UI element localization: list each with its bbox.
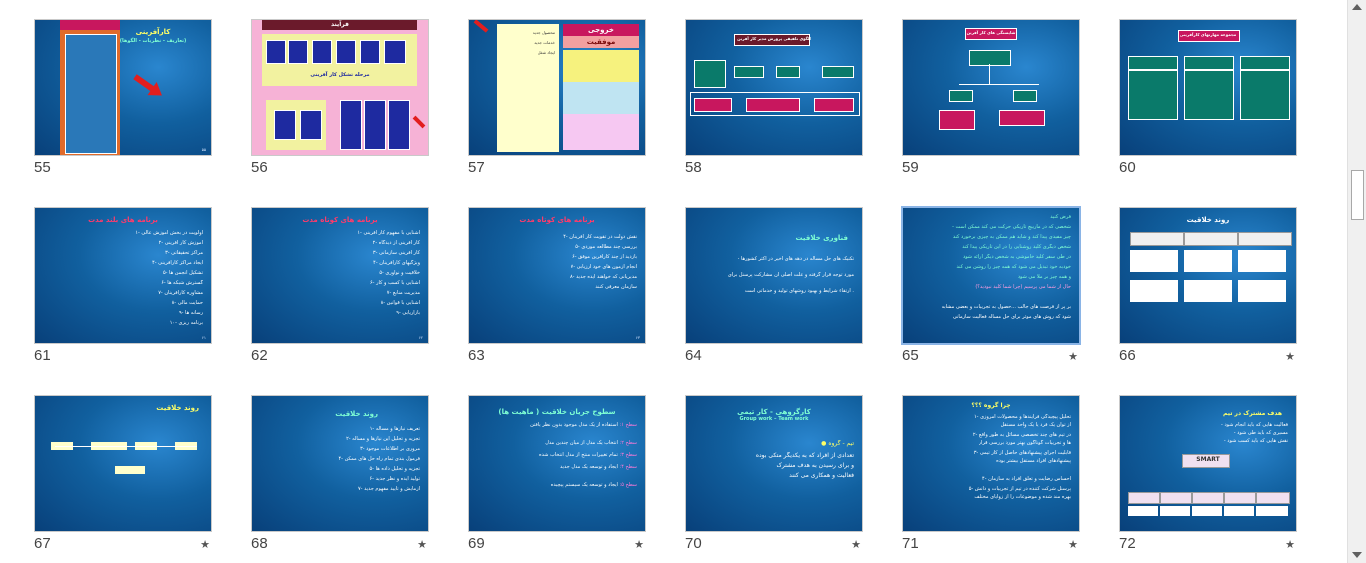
slide-number: 56	[251, 159, 268, 176]
vertical-scrollbar[interactable]	[1347, 0, 1366, 563]
slide-number: 70	[685, 535, 702, 552]
slide-number: 59	[902, 159, 919, 176]
slide-title: هدف مشترک در تیم	[1223, 410, 1282, 417]
slide-subtitle: SMART	[1196, 456, 1220, 463]
slide-title: برنامه های کوتاه مدت	[302, 216, 378, 224]
slide-subtitle: مرحله تشکل کار آفرینی	[310, 72, 370, 78]
slide-number: 62	[251, 347, 268, 364]
slide-preview[interactable]: چرا گروه ؟؟؟ ۱- تحلیل پیچیدگی فرآیندها و محصولات امروزی از توان یک فرد یا یک واحد مستقل ۲- در تیم های چند تخصصی مسائل به طور واقع ها و تجربیات گوناگون بهتر مورد بررسی قرار ۳- قابلیت اجرای پیشنهادهای حاصل از کار تیمی پیشنهادهای افراد مستقل بیشتر بوده ۴- احساس رضایت و تعلق افراد به سازمان ۵- پرسنل شرکت کننده در تیم از تجربیات و دانش بهره مند شده و موضوعات را از زوایای مختلف	[902, 395, 1080, 532]
slide-number: 72	[1119, 535, 1136, 552]
slide-preview[interactable]	[1119, 19, 1297, 156]
slide-preview[interactable]: کارآفرینی (تعاریف - نظریات - الگوها) ۵۵	[34, 19, 212, 156]
animation-star-icon: ★	[1068, 538, 1078, 551]
slide-title: روند خلاقیت	[1186, 216, 1230, 224]
slide-subtitle: Group work – Team work	[739, 416, 809, 422]
slide-preview[interactable]: برنامه های بلند مدت ۱- اولویت در بخش آموزش عالی ۲- آموزش کار آفرینی ۳- مراکز تحقیقاتی ۴- ایجاد مراکز کارآفرینی ۵- تشکیل انجمن ها ۶- گسترش شبکه ها ۷- مشاوره کارآفرینان ۸- حمایت مالی ۹- رسانه ها ۱۰- برنامه ریزی ۶۱	[34, 207, 212, 344]
slide-title: فناوری خلاقیت	[795, 234, 848, 242]
slide-number: 61	[34, 347, 51, 364]
slide-preview[interactable]	[251, 19, 429, 156]
animation-star-icon: ★	[417, 538, 427, 551]
slide-preview[interactable]	[685, 19, 863, 156]
slide-number: 63	[468, 347, 485, 364]
slide-number: 66	[1119, 347, 1136, 364]
slide-title: سطوح جریان خلاقیت ( ماهیت ها)	[498, 408, 616, 416]
slide-number: 60	[1119, 159, 1136, 176]
animation-star-icon: ★	[1285, 350, 1295, 363]
slide-title: چرا گروه ؟؟؟	[971, 402, 1011, 409]
slide-number: 58	[685, 159, 702, 176]
animation-star-icon: ★	[1068, 350, 1078, 363]
slide-preview[interactable]: روند خلاقیت ۱- تعریف نیازها و مساله ۲- تجزیه و تحلیل این نیازها و مساله ۳- مروری بر اطلاعات موجود ۴- فرمول بندی تمام راه حل های ممکن ۵- تجزیه و تحلیل داده ها ۶- تولید ایده و نظر جدید ۷- آزمایش و تایید مفهوم جدید	[251, 395, 429, 532]
animation-star-icon: ★	[200, 538, 210, 551]
slide-number: 71	[902, 535, 919, 552]
slide-number: 68	[251, 535, 268, 552]
scrollbar-thumb[interactable]	[1351, 170, 1364, 220]
slide-title: کارگروهی - کار تیمی	[737, 408, 811, 416]
slide-preview[interactable]: فرض کنید - شخصی که در ماربیچ تاریکی حرکت می کند ممکن است چیز مفیدی پیدا کند و شاید هم ممکن به چیزی برخورد کند شخص دیگری کلید روشنایی را در این تاریکی پیدا کند در طی سفر کلید خاموشی به شخص دیگر ارائه شود خودبه خود تبدیل می شود که همه چیز را روشن می کند و همه چیز بر ملا می شود حال از شما می پرسیم (چرا شما کلید نبودید؟) بر پر از فرصت های جالب ...حصول به تجربیات و بعضی مشابه شود که روش های موثر برای حل مساله فعالیت سازمانی	[901, 206, 1081, 345]
slide-number: 55	[34, 159, 51, 176]
slide-preview[interactable]	[902, 19, 1080, 156]
animation-star-icon: ★	[851, 538, 861, 551]
slide-title: فرآیند	[331, 21, 349, 28]
slide-title: الگوی تلفیقی پرورش مدیر کار آفرین	[737, 36, 811, 41]
slide-number: 65	[902, 347, 919, 364]
slide-preview[interactable]: هدف مشترک در تیم - فعالیت هایی که باید انجام شود - مسیری که باید طی شود - نقش هایی که باید کسب شود SMART	[1119, 395, 1297, 532]
slide-number: 57	[468, 159, 485, 176]
slide-subtitle: (تعاریف - نظریات - الگوها)	[119, 38, 187, 44]
slide-preview[interactable]: برنامه های کوتاه مدت ۱- آشنایی با مفهوم کار آفرینی ۲- کار آفرینی از دیدگاه ۳- کار آفرینی سازمانی ۴- ویژگیهای کارآفرینان ۵- خلاقیت و نوآوری ۶- آشنایی با کسب و کار ۷- مدیریت منابع ۸- آشنایی با قوانین ۹- بازاریابی ۶۲	[251, 207, 429, 344]
animation-star-icon: ★	[634, 538, 644, 551]
slide-title: برنامه های بلند مدت	[88, 216, 158, 224]
slide-title: روند خلاقیت	[335, 410, 378, 418]
slide-title: برنامه های کوتاه مدت	[519, 216, 595, 224]
scroll-up-arrow-icon[interactable]	[1352, 4, 1362, 10]
slide-subtitle: موفقیت	[586, 38, 616, 46]
slide-number: 67	[34, 535, 51, 552]
slide-number: 69	[468, 535, 485, 552]
scroll-down-arrow-icon[interactable]	[1352, 552, 1362, 558]
slide-title: کارآفرینی	[135, 28, 171, 36]
slide-preview[interactable]: فناوری خلاقیت - تکنیک های حل مساله در دهه های اخیر در اکثر کشورها مورد توجه قرار گرفته و علت اصلی آن مشارکت پرسنل برای ارتقاء شرایط و بهبود روشهای تولید و خدماتی است .	[685, 207, 863, 344]
slide-title: مجموعه مهارتهای کارآفرینی	[1179, 32, 1237, 37]
slide-title: روند خلاقیت	[156, 404, 199, 412]
slide-preview[interactable]	[1119, 207, 1297, 344]
slide-title: خروجی	[588, 26, 614, 34]
slide-preview[interactable]: کارگروهی - کار تیمی Group work – Team work ● تیم - گروه تعدادی از افراد که به یکدیگر متکی بوده و برای رسیدن به هدف مشترک فعالیت و همکاری می کنند	[685, 395, 863, 532]
animation-star-icon: ★	[1285, 538, 1295, 551]
slide-preview[interactable]: برنامه های کوتاه مدت ۴- نقش دولت در تقویت کار آفرینان ۵- بررسی چند مطالعه موردی ۶- بازدید از چند کارآفرین موفق ۷- انجام آزمون های خود ارزیابی ۸- مدیریانی که خواهند ایده جدید سازمان معرفی کنند ۶۳	[468, 207, 646, 344]
slide-preview[interactable]	[34, 395, 212, 532]
slide-preview[interactable]: محصول جدید خدمات جدید ایجاد شغل خروجی موفقیت	[468, 19, 646, 156]
slide-number: 64	[685, 347, 702, 364]
slide-preview[interactable]: سطوح جریان خلاقیت ( ماهیت ها) سطح ۱: استفاده از یک مدل موجود بدون نظر یافتن سطح ۲: انتخاب یک مدل از میان چندین مدل سطح ۳: تمام تغییرات منتج از مدل انتخاب شده سطح ۴: ایجاد و توسعه یک مدل جدید سطح ۵: ایجاد و توسعه یک سیستم پیچیده	[468, 395, 646, 532]
slide-title: شایستگی های کار آفرین	[966, 30, 1016, 35]
